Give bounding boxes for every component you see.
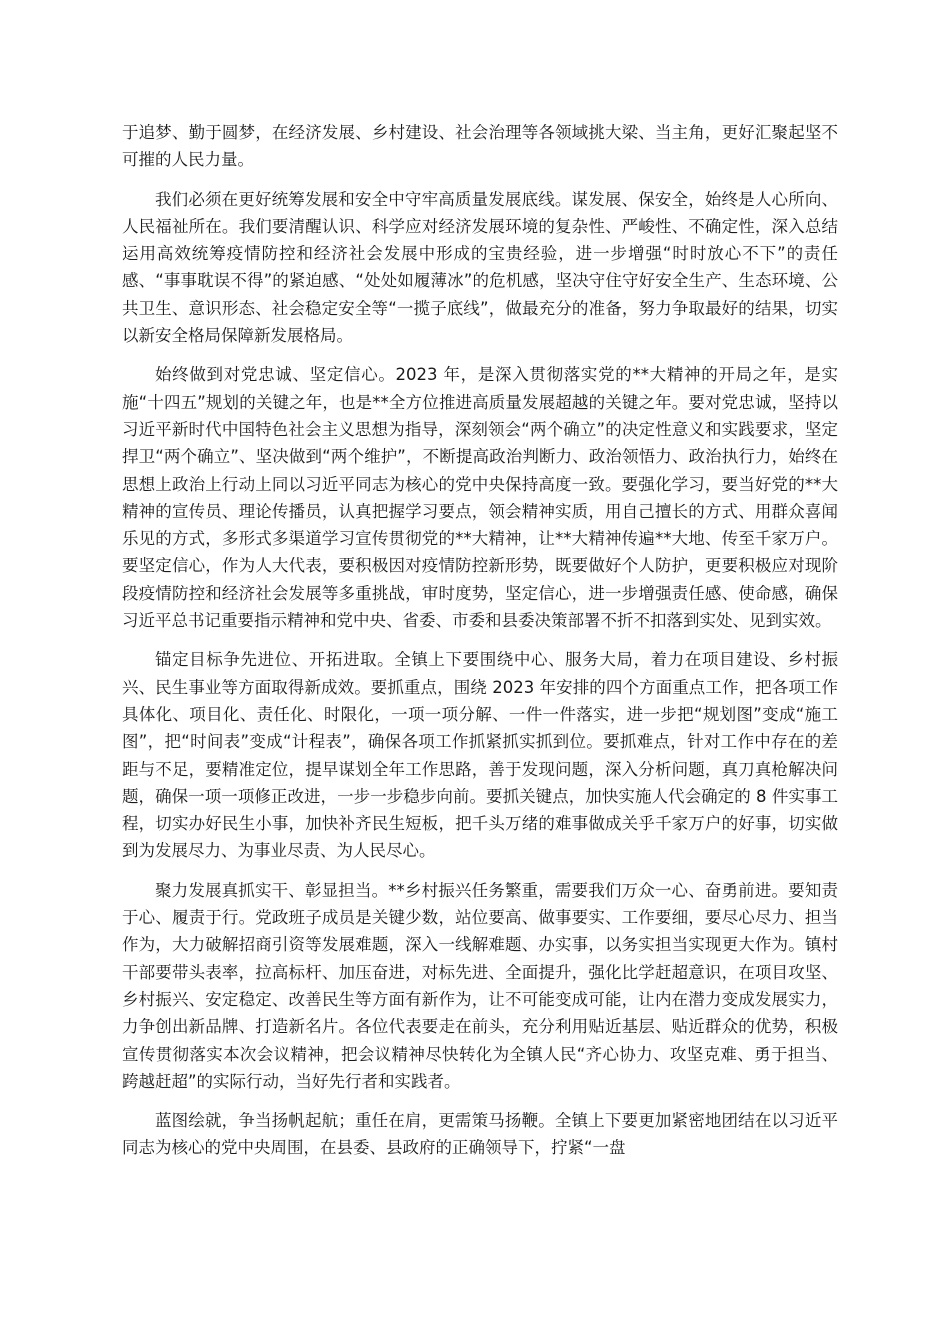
paragraph-goals-progress: 锚定目标争先进位、开拓进取。全镇上下要围绕中心、服务大局，着力在项目建设、乡村振兴、民生事业等方面取得新成效。要抓重点，围绕 2023 年安排的四个方面重点工作，把各项工作具体化、项目化、责任化、时限化，一项一项分解、一件一件落实，进一步把“规划图”变成“施工图”，把“时间表”变成“计程表”，确保各项工作抓紧抓实抓到位。要抓难点，针对工作中存在的差距与不足，要精准定位，提早谋划全年工作思路，善于发现问题，深入分析问题，真刀真枪解决问题，确保一项一项修正改进，一步一步稳步向前。要抓关键点，加快实施人代会确定的 8 件实事工程，切实办好民生小事，加快补齐民生短板，把千头万绪的难事做成关乎千家万户的好事，切实做到为发展尽力、为事业尽责、为人民尽心。 [122, 650, 838, 861]
paragraph-loyalty-confidence: 始终做到对党忠诚、坚定信心。2023 年，是深入贯彻落实党的**大精神的开局之年，是实施“十四五”规划的关键之年，也是**全方位推进高质量发展超越的关键之年。要对党忠诚，坚持以习近平新时代中国特色社会主义思想为指导，深刻领会“两个确立”的决定性意义和实践要求，坚定捍卫“两个确立”、坚决做到“两个维护”，不断提高政治判断力、政治领悟力、政治执行力，始终在思想上政治上行动上同以习近平同志为核心的党中央保持高度一致。要强化学习，要当好党的**大精神的宣传员、理论传播员，认真把握学习要点，领会精神实质，用自己擅长的方式、用群众喜闻乐见的方式，多形式多渠道学习宣传贯彻党的**大精神，让**大精神传遍**大地、传至千家万户。要坚定信心，作为人大代表，要积极因对疫情防控新形势，既要做好个人防护，更要积极应对现阶段疫情防控和经济社会发展等多重挑战，审时度势，坚定信心，进一步增强责任感、使命感，确保习近平总书记重要指示精神和党中央、省委、市委和县委决策部署不折不扣落到实处、见到实效。 [122, 365, 838, 631]
paragraph-blueprint-closing: 蓝图绘就，争当扬帆起航；重任在肩，更需策马扬鞭。全镇上下要更加紧密地团结在以习近平同志为核心的党中央周围，在县委、县政府的正确领导下，拧紧“一盘 [122, 1111, 838, 1158]
document-page [122, 119, 838, 1174]
paragraph-continuation: 于追梦、勤于圆梦，在经济发展、乡村建设、社会治理等各领域挑大梁、当主角，更好汇聚起坚不可摧的人民力量。 [122, 123, 838, 170]
paragraph-development-responsibility: 聚力发展真抓实干、彰显担当。**乡村振兴任务繁重，需要我们万众一心、奋勇前进。要知责于心、履责于行。党政班子成员是关键少数，站位要高、做事要实、工作要细，要尽心尽力、担当作为，大力破解招商引资等发展难题，深入一线解难题、办实事，以务实担当实现更大作为。镇村干部要带头表率，拉高标杆、加压奋进，对标先进、全面提升，强化比学赶超意识，在项目攻坚、乡村振兴、安定稳定、改善民生等方面有新作为，让不可能变成可能，让内在潜力变成发展实力，力争创出新品牌、打造新名片。各位代表要走在前头，充分利用贴近基层、贴近群众的优势，积极宣传贯彻落实本次会议精神，把会议精神尽快转化为全镇人民“齐心协力、攻坚克难、勇于担当、跨越赶超”的实际行动，当好先行者和实践者。 [122, 880, 838, 1091]
paragraph-security-bottom-line: 我们必须在更好统筹发展和安全中守牢高质量发展底线。谋发展、保安全，始终是人心所向、人民福祉所在。我们要清醒认识、科学应对经济发展环境的复杂性、严峻性、不确定性，深入总结运用高效统筹疫情防控和经济社会发展中形成的宝贵经验，进一步增强“时时放心不下”的责任感、“事事耽误不得”的紧迫感、“处处如履薄冰”的危机感，坚决守住守好安全生产、生态环境、公共卫生、意识形态、社会稳定安全等“一揽子底线”，做最充分的准备，努力争取最好的结果，切实以新安全格局保障新发展格局。 [122, 189, 838, 346]
